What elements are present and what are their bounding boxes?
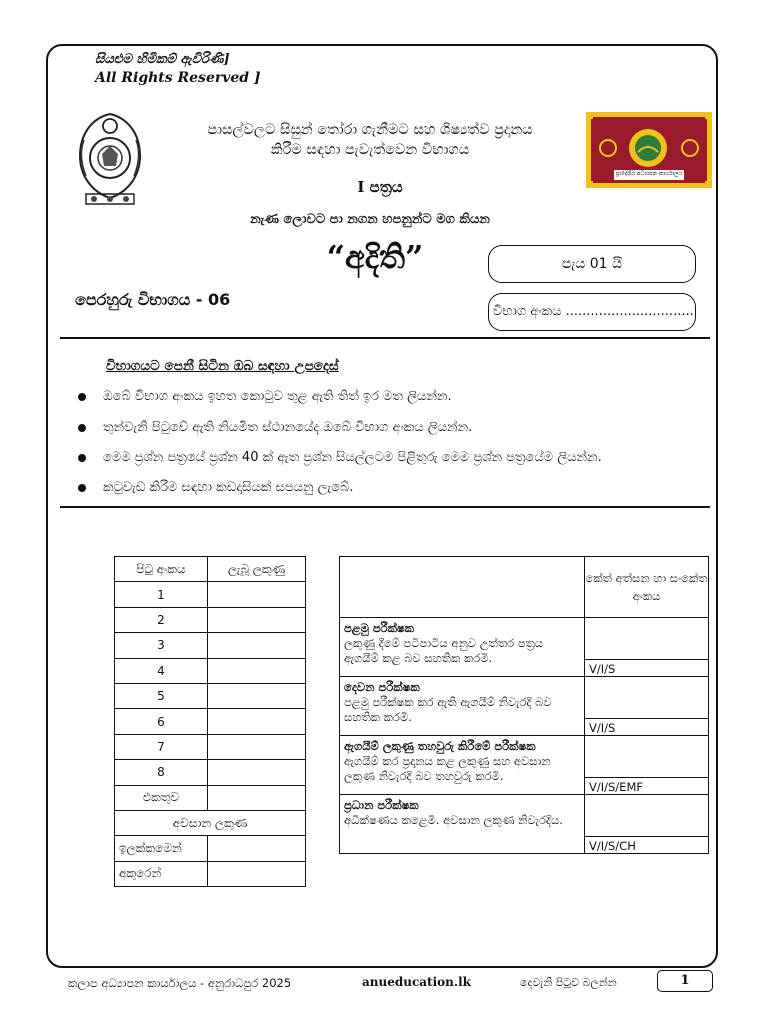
divider xyxy=(60,506,710,508)
instruction-text: ඔබේ විභාග අංකය ඉහත කොටුව තුළ ඇති තිත් ඉර මත ලියන්න. xyxy=(103,389,452,404)
page-number: 1 xyxy=(657,970,713,992)
signature-cell[interactable] xyxy=(585,618,709,660)
flag-caption: ප්‍රාදේශීය අධ්‍යාපන කාර්යාලය xyxy=(615,171,683,177)
slogan: නැණ ලොවට පා නගන හපනුන්ට මග කියන xyxy=(250,212,490,227)
page-number-cell: 3 xyxy=(115,633,208,658)
sri-lanka-emblem-icon xyxy=(70,110,150,208)
page-number-cell: 4 xyxy=(115,658,208,683)
in-numbers-label: ඉලක්කමෙන් xyxy=(115,836,208,861)
rights-english: All Rights Reserved ] xyxy=(95,70,261,86)
marks-cell[interactable] xyxy=(208,633,306,658)
in-words-label: අකුරෙන් xyxy=(115,861,208,886)
footer-turn-page: දෙවැනි පිටුව බලන්න xyxy=(520,976,617,989)
department-line-1: පාසල්වලට සිසුන් තෝරා ගැනීමට සහ ශිෂ්‍යත්ව ප්‍රදානය xyxy=(207,122,533,138)
instruction-item xyxy=(78,480,718,495)
rights-sinhala: සියළුම හිමිකම් ඇවිරිණි] xyxy=(95,52,230,67)
col-page-header: පිටු අංකය xyxy=(115,557,208,582)
examiner-row xyxy=(340,795,585,854)
marks-cell[interactable] xyxy=(208,760,306,785)
signature-cell[interactable] xyxy=(585,736,709,778)
page-number-cell: 6 xyxy=(115,709,208,734)
examiner-row xyxy=(340,677,585,736)
examiner-text: ඇගයීම් කර ප්‍රදානය කළ ලකුණු සහ අවසාන ලකුණ නිවැරදි බව තහවුරු කරමි. xyxy=(344,754,551,783)
instruction-text: තුන්වැනි පිටුවේ ඇති නියමිත ස්ථානයේද ඔබේ විභාග අංකය ලියන්න. xyxy=(103,420,473,435)
page-number-cell: 2 xyxy=(115,607,208,632)
marks-cell[interactable] xyxy=(208,582,306,607)
duration-box: පැය 01 යි xyxy=(488,245,696,283)
instruction-text: මෙම ප්‍රශ්න පත්‍රයේ ප්‍රශ්න 40 ක් ඇත ප්‍රශ්න සියල්ලටම පිළිතුරු මෙම ප්‍රශ්න පත්‍රයේම ලියන්න. xyxy=(103,450,602,465)
page-number-cell: 5 xyxy=(115,683,208,708)
footer-office: කලාප අධ්‍යාපන කාර්යාලය - අනුරාධපුර 2025 xyxy=(68,976,292,990)
final-marks-label: අවසාන ලකුණ xyxy=(115,810,306,835)
examiner-text: අධීක්ෂණය කළෙමි. අවසාන ලකුණ නිවැරදිය. xyxy=(344,813,563,827)
examiner-title: ප්‍රධාන පරීක්ෂක xyxy=(344,798,419,812)
bullet-icon xyxy=(78,454,86,462)
signature-cell[interactable] xyxy=(585,677,709,719)
index-number-box[interactable]: විභාග අංකය ............................... xyxy=(488,293,696,331)
marks-table xyxy=(114,556,306,887)
signature-header: කේත් අත්සන හා සංකේත අංකය xyxy=(585,557,709,618)
divider xyxy=(60,337,710,339)
marks-cell[interactable] xyxy=(208,734,306,759)
marks-cell[interactable] xyxy=(208,709,306,734)
instructions-heading: විභාගයට පෙනී සිටින ඔබ සඳහා උපදෙස් xyxy=(106,358,339,374)
marks-cell[interactable] xyxy=(208,658,306,683)
examiner-text: ලකුණු දීමේ පටිපාටිය අනුව උත්තර පත්‍රය ඇගයීම් කළ බව සහතික කරමි. xyxy=(344,636,544,665)
paper-label: I පත්‍රය xyxy=(357,178,403,196)
in-words-cell[interactable] xyxy=(208,861,306,886)
examiner-row xyxy=(340,618,585,677)
department-line-2: කිරීම සඳහා පැවැත්වෙන විභාගය xyxy=(270,142,470,158)
examiner-code: V/I/S xyxy=(585,660,709,677)
exam-grade: පෙරහුරු විභාගය - 06 xyxy=(75,290,231,309)
instruction-item xyxy=(78,420,718,435)
bullet-icon xyxy=(78,484,86,492)
blank-header xyxy=(340,557,585,618)
examiner-row xyxy=(340,736,585,795)
page-title: “අදිති” xyxy=(326,238,424,276)
total-label: එකතුව xyxy=(115,785,208,810)
examiner-title: පළමු පරීක්ෂක xyxy=(344,621,415,635)
marks-cell[interactable] xyxy=(208,607,306,632)
bullet-icon xyxy=(78,393,86,401)
page-number-cell: 1 xyxy=(115,582,208,607)
in-numbers-cell[interactable] xyxy=(208,836,306,861)
examiner-text: පළමු පරීක්ෂක කර ඇති ඇගයීම් නිවැරදි බව සහතික කරමි. xyxy=(344,695,552,724)
instruction-item xyxy=(78,389,718,404)
examiner-table xyxy=(339,556,709,854)
examiner-code: V/I/S/CH xyxy=(585,837,709,854)
instruction-item xyxy=(78,450,718,465)
examiner-code: V/I/S xyxy=(585,719,709,736)
marks-cell[interactable] xyxy=(208,683,306,708)
total-cell[interactable] xyxy=(208,785,306,810)
examiner-title: දෙවන පරීක්ෂක xyxy=(344,680,420,694)
footer-website: anueducation.lk xyxy=(362,975,471,989)
col-marks-header: ලැබූ ලකුණු xyxy=(208,557,306,582)
signature-cell[interactable] xyxy=(585,795,709,837)
examiner-code: V/I/S/EMF xyxy=(585,778,709,795)
bullet-icon xyxy=(78,424,86,432)
page-number-cell: 7 xyxy=(115,734,208,759)
examiner-title: ඇගයීම් ලකුණු තහවුරු කිරීමේ පරීක්ෂක xyxy=(344,739,536,753)
page-number-cell: 8 xyxy=(115,760,208,785)
instruction-text: කටුවැඩ කිරීම සඳහා කඩදාසියක් සපයනු ලැබේ. xyxy=(103,480,354,495)
